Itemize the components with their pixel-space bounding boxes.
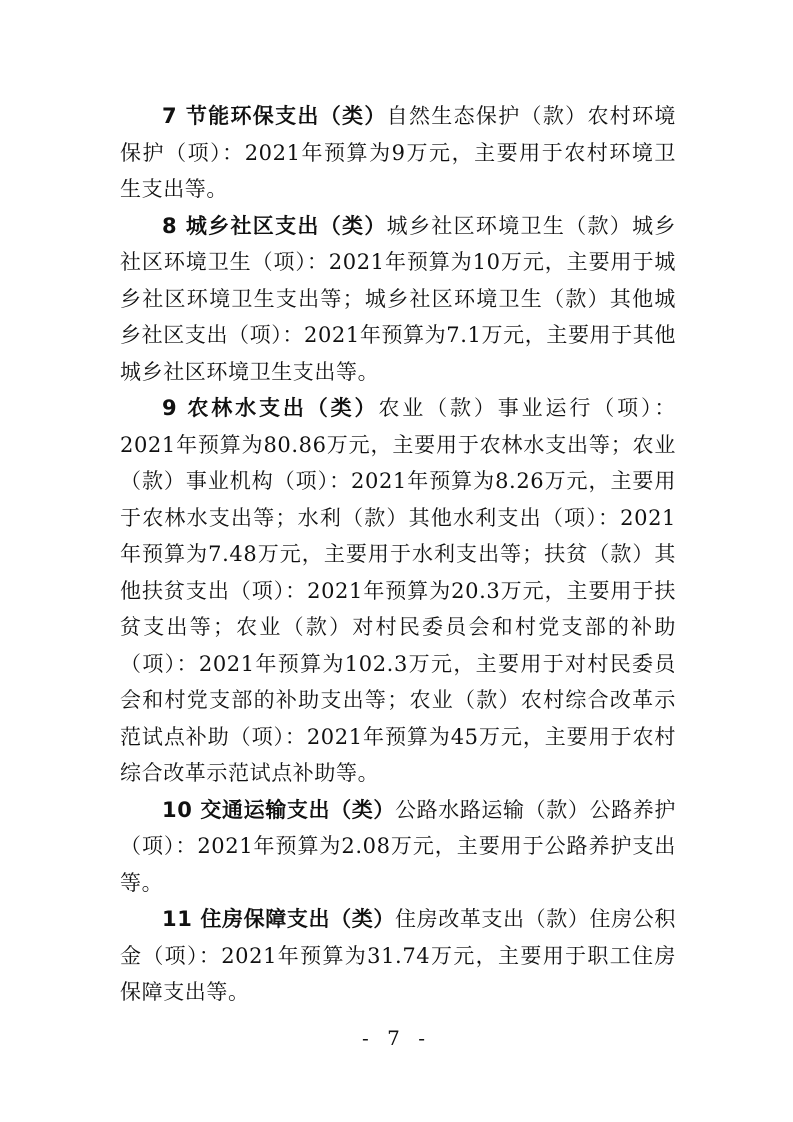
paragraph-text: 城乡社区环境卫生（款）城乡社区环境卫生（项）：2021年预算为10万元，主要用于城乡社区环境卫生支出等；城乡社区环境卫生（款）其他城乡社区支出（项）：2021年预算为7.1万元，主要用于其他城乡社区环境卫生支出等。: [120, 213, 676, 384]
category-heading: 8 城乡社区支出（类）: [162, 213, 387, 238]
page-number: - 7 -: [362, 1026, 431, 1050]
category-heading: 9 农林水支出（类）: [162, 396, 379, 420]
paragraph-energy-environment: [120, 98, 676, 208]
paragraph-text: 自然生态保护（款）农村环境保护（项）：2021年预算为9万元，主要用于农村环境卫生支出等。: [120, 104, 676, 201]
paragraph-text: 住房改革支出（款）住房公积金（项）：2021年预算为31.74万元，主要用于职工住房保障支出等。: [120, 907, 676, 1004]
category-heading: 10 交通运输支出（类）: [162, 797, 395, 822]
paragraph-agriculture-forestry-water: [120, 390, 676, 792]
paragraph-text: 公路水路运输（款）公路养护（项）：2021年预算为2.08万元，主要用于公路养护支出等。: [120, 797, 676, 895]
category-heading: 11 住房保障支出（类）: [162, 907, 395, 931]
paragraph-text: 农业（款）事业运行（项）：2021年预算为80.86万元，主要用于农林水支出等；农业（款）事业机构（项）：2021年预算为8.26万元，主要用于农林水支出等；水利（款）其他水利支出（项）：2021年预算为7.48万元，主要用于水利支出等；扶贫（款）其他扶贫支出（项）：2021年预算为20.3万元，主要用于扶贫支出等；农业（款）对村民委员会和村党支部的补助（项）：2021年预算为102.3万元，主要用于对村民委员会和村党支部的补助支出等；农业（款）农村综合改革示范试点补助（项）：2021年预算为45万元，主要用于农村综合改革示范试点补助等。: [120, 396, 676, 785]
category-heading: 7 节能环保支出（类）: [162, 104, 387, 128]
paragraph-urban-rural-community: [120, 208, 676, 391]
paragraph-housing-security: [120, 901, 676, 1011]
paragraph-transportation: [120, 792, 676, 902]
document-body: [120, 98, 676, 1011]
